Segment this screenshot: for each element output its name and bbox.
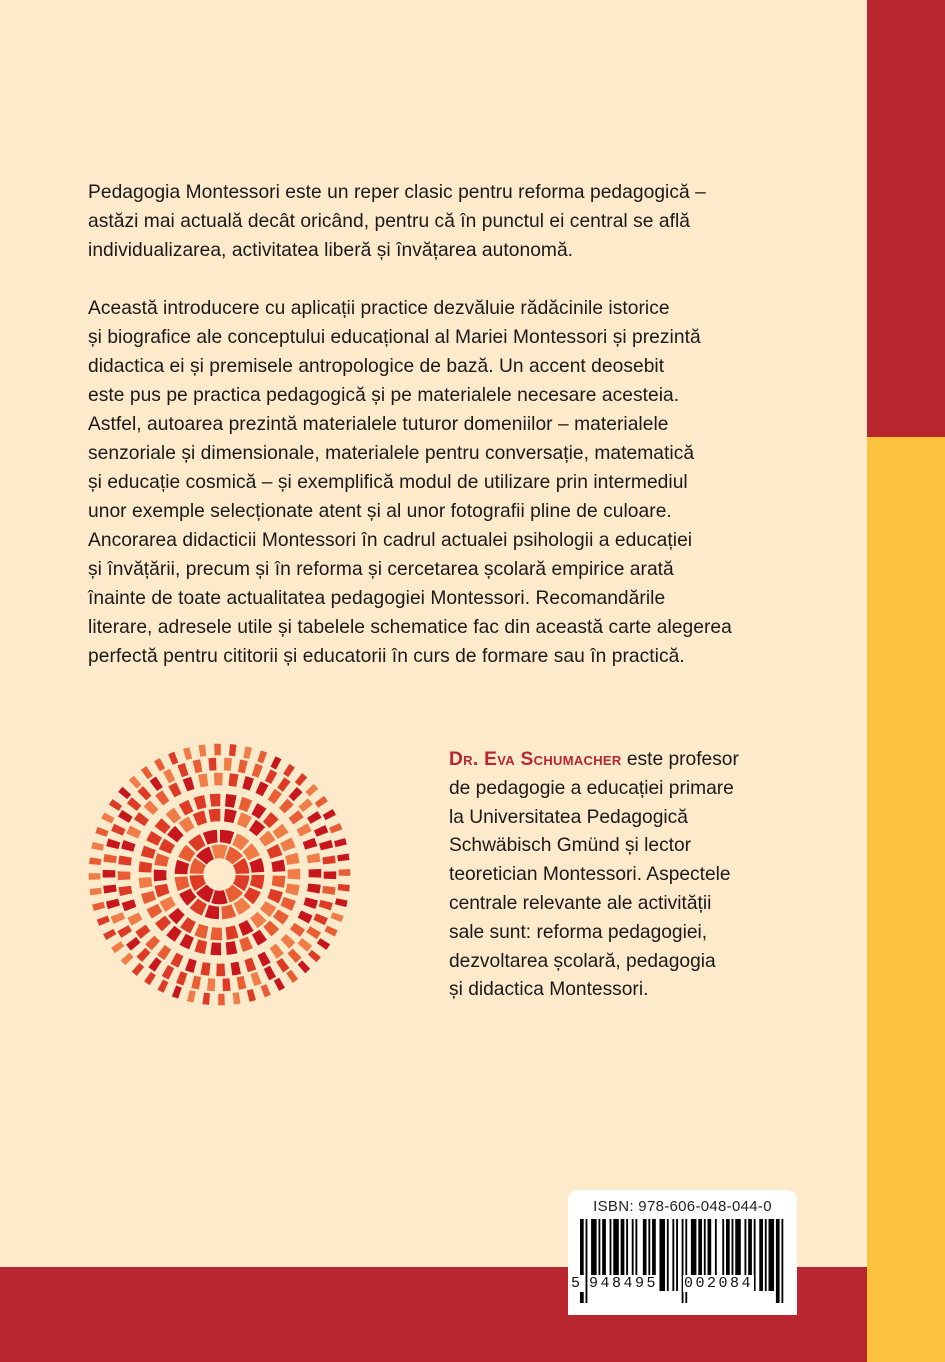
logo-brick <box>244 887 261 904</box>
blurb-line: Astfel, autoarea prezintă materialele tuturor domeniilor – materialele <box>88 414 669 435</box>
logo-brick <box>285 853 299 865</box>
logo-brick <box>257 750 267 763</box>
author-name: Dr. Eva Schumacher <box>449 749 622 770</box>
logo-brick <box>160 896 176 912</box>
isbn-label: ISBN: 978-606-048-044-0 <box>593 1198 772 1215</box>
logo-brick <box>252 930 267 946</box>
blurb-line: perfectă pentru cititorii și educatorii în curs de formare sau în practică. <box>88 646 685 667</box>
logo-brick <box>154 758 165 771</box>
logo-brick <box>238 760 248 774</box>
barcode-bar <box>667 1219 669 1291</box>
logo-brick <box>271 859 285 871</box>
logo-brick <box>118 855 132 865</box>
logo-brick <box>251 972 262 986</box>
blurb-paragraph-2 <box>88 294 808 671</box>
logo-brick <box>89 857 101 865</box>
barcode-bar <box>759 1219 763 1291</box>
logo-brick <box>117 925 132 938</box>
logo-brick <box>319 840 333 850</box>
logo-brick <box>210 794 221 807</box>
blurb-line: literare, adresele utile și tabelele schematice fac din această carte alegerea <box>88 617 732 638</box>
blurb-line: și învățării, precum și în reforma și cercetarea școlară empirice arată <box>88 559 674 580</box>
logo-brick <box>154 869 167 881</box>
logo-brick <box>106 899 120 909</box>
logo-brick <box>322 855 335 864</box>
logo-brick <box>239 797 253 812</box>
logo-brick <box>187 990 196 1003</box>
logo-brick <box>136 948 150 962</box>
logo-brick <box>221 904 236 919</box>
author-bio-line: și didactica Montessori. <box>449 979 649 1001</box>
logo-brick <box>90 888 102 896</box>
logo-brick <box>103 854 117 863</box>
barcode-panel <box>568 1190 797 1315</box>
barcode-bar <box>781 1219 783 1303</box>
logo-brick <box>229 773 239 787</box>
barcode-digits-left: 948495 <box>589 1275 659 1292</box>
logo-brick <box>177 763 188 777</box>
blurb-line: Această introducere cu aplicații practice dezvăluie rădăcinile istorice <box>88 298 670 319</box>
barcode-bar <box>769 1219 775 1291</box>
author-bio-line: sale sunt: reforma pedagogiei, <box>449 921 708 943</box>
logo-brick <box>200 962 210 976</box>
logo-brick <box>191 976 201 990</box>
logo-brick <box>155 790 169 805</box>
author-bio-line: este profesor <box>621 749 739 770</box>
barcode-bar <box>776 1219 780 1303</box>
logo-brick <box>267 844 283 859</box>
logo-brick <box>313 913 327 925</box>
logo-brick <box>175 876 190 891</box>
logo-brick <box>264 966 276 981</box>
logo-brick <box>315 796 328 808</box>
logo-brick <box>265 769 277 784</box>
logo-brick <box>307 811 322 824</box>
logo-brick <box>144 972 156 985</box>
logo-brick <box>170 953 183 968</box>
logo-brick <box>288 869 301 880</box>
logo-brick <box>274 978 285 991</box>
red-bottom-band <box>0 1267 945 1362</box>
logo-brick <box>118 810 133 823</box>
logo-brick <box>111 941 124 953</box>
author-bio-line: centrale relevante ale activității <box>449 892 712 914</box>
logo-brick <box>178 845 195 862</box>
logo-brick <box>261 984 271 997</box>
logo-brick <box>111 912 125 924</box>
logo-brick <box>101 813 114 824</box>
logo-brick <box>289 810 304 824</box>
logo-brick <box>150 777 163 792</box>
logo-brick <box>276 958 289 973</box>
logo-brick <box>167 826 184 842</box>
logo-brick <box>260 901 276 917</box>
logo-brick <box>223 978 231 991</box>
logo-brick <box>225 925 238 939</box>
logo-brick <box>179 889 196 906</box>
logo-brick <box>237 976 247 990</box>
logo-brick <box>158 979 169 992</box>
logo-brick <box>277 777 290 792</box>
logo-brick <box>185 958 197 972</box>
logo-brick <box>337 853 349 861</box>
blurb-line: Ancorarea didacticii Montessori în cadrul actualei psihologii a educației <box>88 530 693 551</box>
logo-brick <box>172 986 182 999</box>
logo-brick <box>307 884 321 894</box>
logo-brick <box>297 823 312 836</box>
logo-brick <box>148 957 161 972</box>
logo-brick <box>319 900 333 911</box>
barcode-bar <box>659 1219 665 1291</box>
logo-brick <box>303 838 318 850</box>
logo-brick <box>214 744 221 756</box>
blurb-line: unor exemple selecționate atent și al unor fotografii pline de culoare. <box>88 501 672 522</box>
logo-brick <box>303 897 317 909</box>
logo-brick <box>202 993 210 1005</box>
concentric-red-rings-icon <box>87 742 352 1007</box>
logo-brick <box>210 927 222 940</box>
logo-brick <box>238 920 253 936</box>
logo-brick <box>273 909 289 924</box>
logo-brick <box>226 941 238 955</box>
back-cover-blurb <box>88 178 808 671</box>
logo-brick <box>194 924 208 939</box>
logo-brick <box>239 937 253 952</box>
logo-brick <box>179 800 193 816</box>
logo-brick <box>218 994 225 1006</box>
logo-brick <box>159 838 175 853</box>
logo-brick <box>168 908 185 924</box>
logo-brick <box>324 926 337 937</box>
logo-brick <box>286 970 298 983</box>
logo-brick <box>127 797 141 811</box>
logo-brick <box>224 758 232 771</box>
logo-brick <box>168 752 178 765</box>
logo-brick <box>155 884 170 898</box>
author-bio <box>449 746 809 1005</box>
logo-brick <box>119 886 133 896</box>
logo-brick <box>211 845 227 859</box>
logo-brick <box>250 875 264 889</box>
logo-brick <box>180 917 196 933</box>
logo-brick <box>290 923 305 937</box>
author-bio-line: teoretician Montessori. Aspectele <box>449 864 731 886</box>
logo-brick <box>175 860 189 874</box>
logo-brick <box>224 809 237 823</box>
logo-brick <box>190 899 207 916</box>
logo-brick <box>338 884 350 892</box>
logo-brick <box>305 784 318 797</box>
logo-brick <box>268 789 282 804</box>
blurb-line: este pus pe practica pedagogică și pe materialele necesare acesteia. <box>88 385 680 406</box>
logo-brick <box>91 842 104 851</box>
author-bio-line: Schwäbisch Gmünd și lector <box>449 835 692 857</box>
barcode-digit-first: 5 <box>571 1275 583 1292</box>
author-bio-line: la Universitatea Pedagogică <box>449 806 688 828</box>
logo-brick <box>155 818 171 834</box>
logo-brick <box>281 934 296 949</box>
logo-brick <box>137 786 151 800</box>
logo-brick <box>103 870 116 878</box>
logo-brick <box>203 830 218 845</box>
logo-brick <box>289 787 303 801</box>
author-bio-line: dezvoltarea școlară, pedagogia <box>449 950 716 972</box>
logo-brick <box>308 950 321 962</box>
logo-brick <box>251 803 266 819</box>
logo-brick <box>250 912 266 929</box>
logo-brick <box>134 812 149 826</box>
logo-brick <box>146 831 162 846</box>
logo-brick <box>141 846 156 859</box>
logo-brick <box>285 883 299 895</box>
logo-brick <box>193 811 207 826</box>
logo-brick <box>132 963 144 976</box>
blurb-line: Pedagogia Montessori este un reper clasic pentru reforma pedagogică – <box>88 182 706 203</box>
logo-brick <box>280 837 295 851</box>
logo-brick <box>103 885 116 894</box>
logo-brick <box>331 912 344 922</box>
barcode-digits-right: 002084 <box>684 1275 754 1292</box>
blurb-line: senzoriale și dimensionale, materialele pentru conversație, matematică <box>88 443 695 464</box>
logo-brick <box>306 926 321 939</box>
logo-brick <box>118 787 131 799</box>
logo-brick <box>141 891 156 904</box>
logo-brick <box>183 777 195 792</box>
logo-brick <box>89 873 101 880</box>
logo-brick <box>194 939 207 954</box>
logo-brick <box>225 794 237 808</box>
logo-brick <box>263 812 279 828</box>
logo-brick <box>279 799 294 814</box>
logo-brick <box>317 938 330 950</box>
logo-brick <box>155 916 171 932</box>
logo-brick <box>267 889 283 904</box>
logo-brick <box>280 897 295 911</box>
logo-brick <box>106 839 120 850</box>
logo-brick <box>299 798 313 812</box>
logo-brick <box>180 934 194 950</box>
logo-brick <box>257 952 270 967</box>
logo-brick <box>207 978 215 991</box>
logo-brick <box>157 945 171 960</box>
barcode-bar <box>765 1219 767 1291</box>
logo-brick <box>256 781 269 796</box>
logo-brick <box>183 747 192 760</box>
logo-brick <box>247 989 256 1002</box>
logo-brick <box>273 824 289 839</box>
logo-brick <box>220 830 234 844</box>
logo-brick <box>233 992 241 1004</box>
logo-brick <box>229 744 237 756</box>
logo-brick <box>144 800 159 815</box>
blurb-line: individualizarea, activitatea liberă și învățarea autonomă. <box>88 240 574 261</box>
logo-brick <box>103 929 116 940</box>
logo-brick <box>283 764 295 777</box>
logo-brick <box>263 920 279 936</box>
logo-brick <box>242 776 254 790</box>
red-spine-band <box>867 0 945 437</box>
logo-brick <box>193 759 203 773</box>
logo-brick <box>210 942 221 955</box>
logo-brick <box>249 820 265 837</box>
logo-brick <box>323 809 336 820</box>
logo-brick <box>329 823 342 833</box>
logo-brick <box>198 774 208 788</box>
logo-brick <box>298 938 312 952</box>
blurb-line: înainte de toate actualitatea pedagogiei Montessori. Recomandările <box>88 588 666 609</box>
logo-brick <box>243 746 252 759</box>
logo-brick <box>324 871 337 879</box>
blurb-line: astăzi mai actuală decât oricând, pentru că în punctul ei central se află <box>88 211 691 232</box>
yellow-corner-band <box>867 1267 945 1362</box>
logo-brick <box>335 898 348 907</box>
logo-brick <box>109 799 122 811</box>
logo-brick <box>244 958 256 973</box>
logo-brick <box>92 902 105 911</box>
logo-brick <box>237 812 252 828</box>
blurb-line: didactica ei și premisele antropologice de bază. Un accent deosebit <box>88 356 665 377</box>
logo-brick <box>270 944 284 959</box>
logo-brick <box>309 869 322 878</box>
logo-brick <box>243 843 260 860</box>
logo-brick <box>322 886 336 895</box>
logo-brick <box>126 825 141 838</box>
logo-brick <box>252 763 263 777</box>
logo-brick <box>145 936 160 951</box>
logo-brick <box>129 776 142 789</box>
logo-brick <box>249 858 264 873</box>
logo-brick <box>97 916 110 926</box>
blurb-line: și educație cosmică – și exemplifică modul de utilizare prin intermediul <box>88 472 688 493</box>
logo-brick <box>95 827 108 837</box>
logo-brick <box>208 758 216 771</box>
logo-brick <box>179 816 195 832</box>
logo-brick <box>232 833 249 850</box>
author-bio-line: de pedagogie a educației primare <box>449 777 734 799</box>
logo-brick <box>272 876 286 888</box>
blurb-line: și biografice ale conceptului educațional al Mariei Montessori și prezintă <box>88 327 701 348</box>
logo-brick <box>139 861 152 872</box>
logo-brick <box>154 853 169 866</box>
yellow-spine-band <box>867 437 945 1267</box>
logo-brick <box>141 766 153 779</box>
logo-brick <box>121 840 135 852</box>
logo-brick <box>198 745 206 757</box>
logo-brick <box>121 953 134 966</box>
logo-brick <box>314 825 328 837</box>
logo-brick <box>122 899 137 911</box>
logo-brick <box>147 904 163 919</box>
logo-brick <box>288 949 302 963</box>
barcode-bar <box>672 1219 674 1291</box>
logo-brick <box>139 877 153 888</box>
barcode-bar <box>676 1219 678 1291</box>
logo-brick <box>162 965 174 980</box>
logo-brick <box>111 824 125 836</box>
logo-brick <box>168 782 181 797</box>
logo-brick <box>163 769 175 784</box>
logo-brick <box>188 834 205 851</box>
logo-brick <box>307 853 321 863</box>
logo-brick <box>127 912 142 925</box>
logo-brick <box>216 964 225 977</box>
logo-brick <box>118 871 131 880</box>
logo-brick <box>211 890 227 904</box>
logo-brick <box>166 926 181 942</box>
logo-brick <box>271 756 282 769</box>
logo-brick <box>126 937 140 951</box>
logo-brick <box>209 809 221 822</box>
logo-brick <box>135 925 150 939</box>
logo-brick <box>166 808 182 824</box>
logo-brick <box>259 830 276 846</box>
logo-brick <box>214 773 223 786</box>
logo-brick <box>205 905 219 919</box>
logo-brick <box>231 962 241 976</box>
logo-brick <box>234 898 251 915</box>
logo-brick <box>334 838 347 847</box>
logo-brick <box>298 960 311 973</box>
blurb-paragraph-1 <box>88 178 808 265</box>
logo-brick <box>339 869 351 876</box>
logo-brick <box>194 795 207 810</box>
logo-brick <box>298 911 313 924</box>
logo-brick <box>176 971 187 985</box>
logo-brick <box>295 773 307 786</box>
